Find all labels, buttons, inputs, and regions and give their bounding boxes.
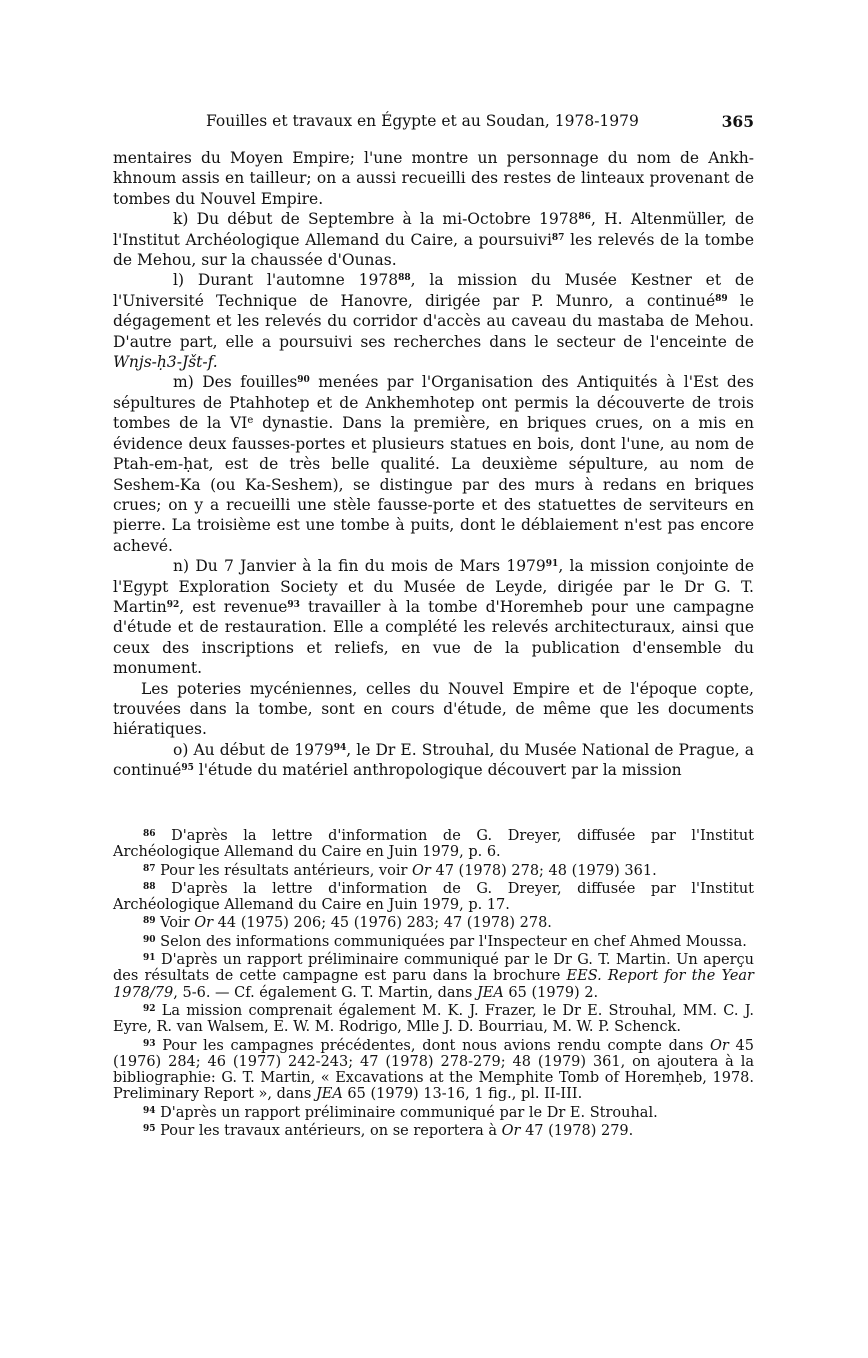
footnote-88: $^{88}$ D'après la lettre d'information de G. Dreyer, diffusée par l'Institut Archéologique Allemand du Caire en Juin 1979, p. 17. — [113, 880, 754, 914]
footnote-89: $^{89}$ Voir Or 44 (1975) 206; 45 (1976) 283; 47 (1978) 278. — [143, 915, 552, 932]
superscript-e: e — [247, 415, 254, 427]
paragraph-l: l) Durant l'automne 1978$^{88}$, la mission du Musée Kestner et de l'Université Technique de Hanovre, dirigée par P. Munro, a continué$^{89}$ le dégagement et les relevés du corridor d'accès au caveau du mastaba de Mehou. D'autre part, elle a poursuivi ses recherches dans le secteur de l'enceinte de Wnjs-ḥ3-Jšt-f. — [113, 271, 755, 372]
paragraph-poteries: Les poteries mycéniennes, celles du Nouvel Empire et de l'époque copte, trouvées dans la tombe, sont en cours d'étude, de même que les documents hiératiques. — [113, 679, 754, 739]
footnote-87: $^{87}$ Pour les résultats antérieurs, voir Or 47 (1978) 278; 48 (1979) 361. — [143, 862, 657, 879]
footnote-90: $^{90}$ Selon des informations communiquées par l'Inspecteur en chef Ahmed Moussa. — [143, 933, 747, 950]
paragraph-o: o) Au début de 1979$^{94}$, le Dr E. Strouhal, du Musée National de Prague, a continué$^{95}$ l'étude du matériel anthropologique découvert par la mission — [113, 740, 754, 780]
footnote-93: $^{93}$ Pour les campagnes précédentes, dont nous avions rendu compte dans Or 45 (1976) 284; 46 (1977) 242-243; 47 (1978) 278-279; 48 (1979) 361, on ajoutera à la bibliographie: G. T. Martin, « Excavations at the Memphite Tomb of Horemḥeb, 1978. Preliminary Report », dans JEA 65 (1979) 13-16, 1 fig., pl. II-III. — [113, 1037, 754, 1103]
footnote-95: $^{95}$ Pour les travaux antérieurs, on se reportera à Or 47 (1978) 279. — [143, 1123, 634, 1140]
running-head — [206, 112, 754, 131]
paragraph-continuation: mentaires du Moyen Empire; l'une montre un personnage du nom de Ankh-khnoum assis en tailleur; on a aussi recueilli des restes de linteaux provenant de tombes du Nouvel Empire. — [113, 149, 754, 208]
body-text — [113, 148, 754, 781]
running-title: Fouilles et travaux en Égypte et au Soudan, 1978-1979 — [206, 112, 639, 130]
footnotes — [113, 826, 754, 1139]
paragraph-k: k) Du début de Septembre à la mi-Octobre 1978$^{86}$, H. Altenmüller, de l'Institut Archéologique Allemand du Caire, a poursuivi$^{87}$ les relevés de la tombe de Mehou, sur la chaussée d'Ounas. — [113, 210, 755, 270]
footnote-ref: 91 — [545, 559, 559, 570]
footnote-ref: 87 — [551, 232, 565, 243]
footnote-92: $^{92}$ La mission comprenait également M. K. J. Frazer, le Dr E. Strouhal, MM. C. J. Eyre, R. van Walsem, E. W. M. Rodrigo, Mlle J. D. Bourriau, M. W. P. Schenck. — [113, 1002, 754, 1036]
footnote-ref: 86 — [578, 212, 591, 223]
footnote-91: $^{91}$ D'après un rapport préliminaire communiqué par le Dr G. T. Martin. Un aperçu des résultats de cette campagne est paru dans la brochure EES. Report for the Year 1978/79, 5-6. — Cf. également G. T. Martin, dans JEA 65 (1979) 2. — [113, 952, 754, 1001]
footnote-ref: 93 — [287, 599, 300, 610]
footnote-ref: 95 — [181, 763, 194, 774]
page-number: 365 — [721, 112, 754, 131]
transliteration: Wnjs-ḥ3-Jšt-f. — [113, 353, 218, 372]
footnote-86: $^{86}$ D'après la lettre d'information de G. Dreyer, diffusée par l'Institut Archéologique Allemand du Caire en Juin 1979, p. 6. — [113, 828, 754, 861]
footnote-ref: 92 — [166, 599, 180, 610]
footnote-ref: 94 — [333, 742, 347, 753]
paragraph-n: n) Du 7 Janvier à la fin du mois de Mars 1979$^{91}$, la mission conjointe de l'Egypt Exploration Society et du Musée de Leyde, dirigée par le Dr G. T. Martin$^{92}$, est revenue$^{93}$ travailler à la tombe d'Horemheb pour une campagne d'étude et de restauration. Elle a complété les relevés architecturaux, ainsi que ceux des inscriptions et reliefs, en vue de la publication d'ensemble du monument. — [113, 557, 754, 678]
footnote-ref: 90 — [297, 375, 310, 386]
paragraph-m: m) Des fouilles$^{90}$ menées par l'Organisation des Antiquités à l'Est des sépultures de Ptahhotep et de Ankhemhotep ont permis la découverte de trois tombes de la VIe dynastie. Dans la première, en briques crues, on a mis en évidence deux fausses-portes et plusieurs statues en bois, dont l'une, au nom de Ptah-em-ḥat, est de très belle qualité. La deuxième sépulture, au nom de Seshem-Ka (ou Ka-Seshem), se distingue par des murs à redans en briques crues; on y a recueilli une stèle fausse-porte et des statuettes de serviteurs en pierre. La troisième est une tombe à puits, dont le déblaiement n'est pas encore achevé. — [113, 373, 754, 555]
footnote-ref: 89 — [715, 293, 728, 304]
footnote-ref: 88 — [398, 273, 411, 284]
footnote-94: $^{94}$ D'après un rapport préliminaire communiqué par le Dr E. Strouhal. — [143, 1104, 658, 1121]
